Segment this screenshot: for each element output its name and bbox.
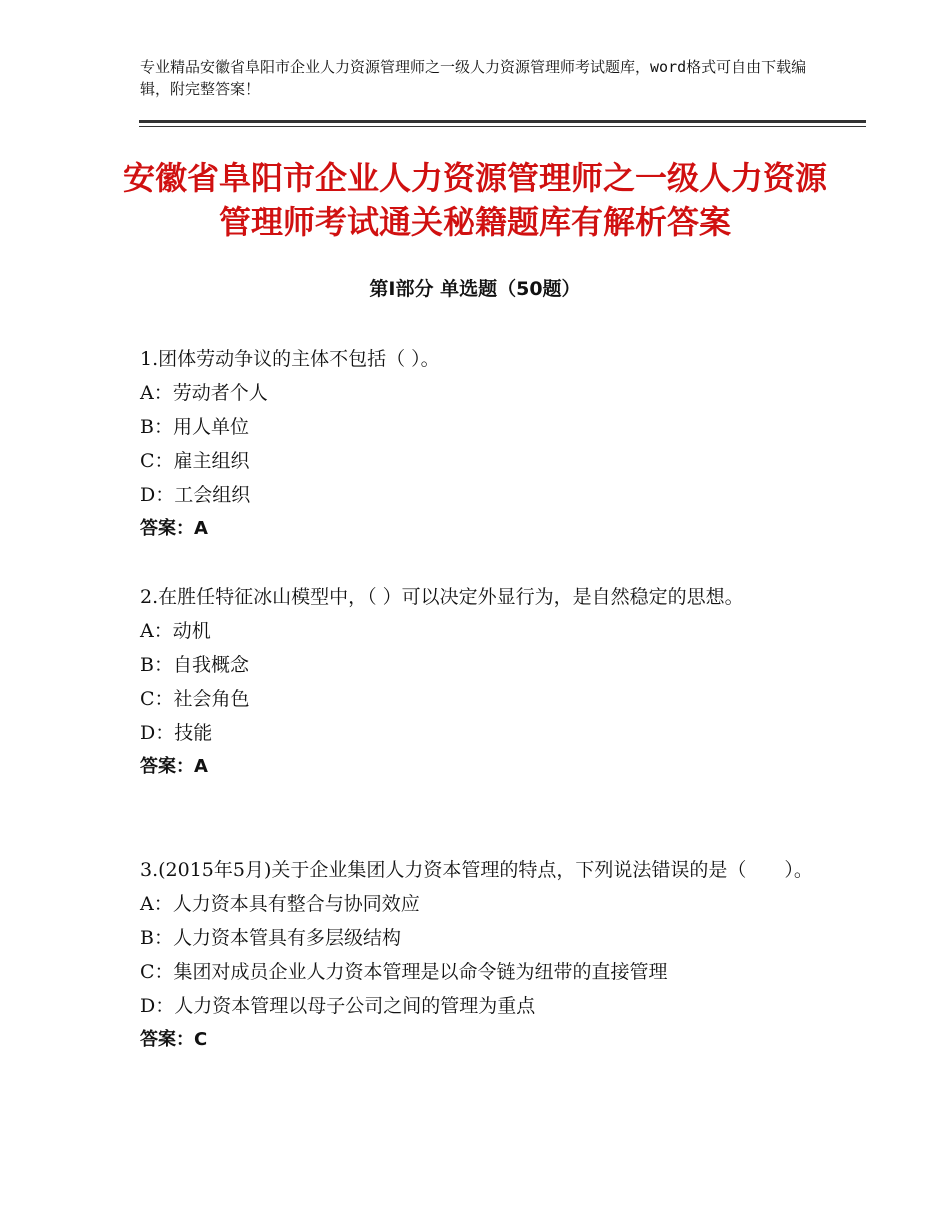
question-2 xyxy=(140,580,820,784)
option-b: B：自我概念 xyxy=(140,654,249,676)
answer: 答案：A xyxy=(140,518,208,539)
answer: 答案：A xyxy=(140,756,208,777)
option-c: C：社会角色 xyxy=(140,688,250,710)
option-a: A：劳动者个人 xyxy=(140,382,268,404)
document-title: 安徽省阜阳市企业人力资源管理师之一级人力资源管理师考试通关秘籍题库有解析答案 xyxy=(122,159,827,241)
option-a: A：人力资本具有整合与协同效应 xyxy=(140,893,420,915)
option-a: A：动机 xyxy=(140,620,211,642)
option-c: C：集团对成员企业人力资本管理是以命令链为纽带的直接管理 xyxy=(140,961,668,983)
option-d: D：技能 xyxy=(140,722,213,744)
question-stem: 1.团体劳动争议的主体不包括（ ）。 xyxy=(140,348,440,370)
header-divider-thin xyxy=(139,126,866,127)
section-heading: 第Ⅰ部分 单选题（50题） xyxy=(369,278,581,300)
question-1 xyxy=(140,342,820,546)
option-c: C：雇主组织 xyxy=(140,450,250,472)
question-3 xyxy=(140,853,820,1057)
answer: 答案：C xyxy=(140,1029,208,1050)
option-b: B：用人单位 xyxy=(140,416,249,438)
option-d: D：工会组织 xyxy=(140,484,251,506)
header-note: 专业精品安徽省阜阳市企业人力资源管理师之一级人力资源管理师考试题库，word格式可自由下载编辑，附完整答案！ xyxy=(140,58,807,98)
header-divider-thick xyxy=(139,120,866,123)
option-d: D：人力资本管理以母子公司之间的管理为重点 xyxy=(140,995,536,1017)
question-stem: 3.(2015年5月)关于企业集团人力资本管理的特点，下列说法错误的是（ ）。 xyxy=(140,859,813,881)
option-b: B：人力资本管具有多层级结构 xyxy=(140,927,401,949)
question-stem: 2.在胜任特征冰山模型中，（ ）可以决定外显行为，是自然稳定的思想。 xyxy=(140,586,744,608)
